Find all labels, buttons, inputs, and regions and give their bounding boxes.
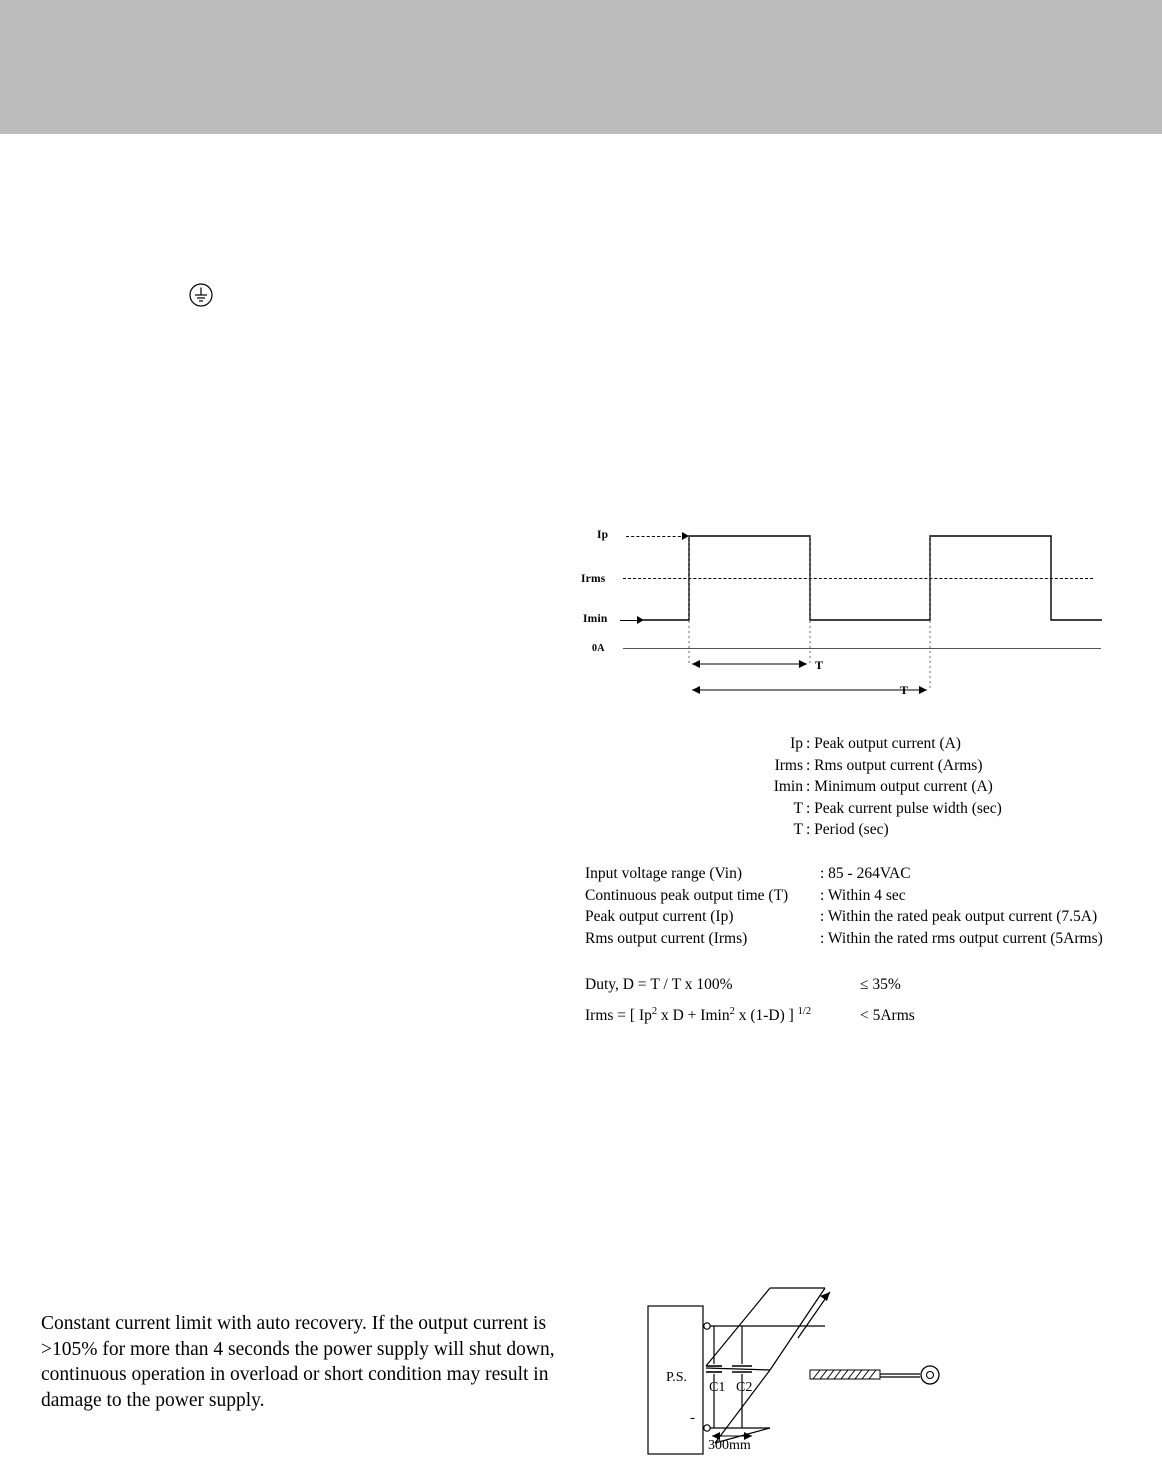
irms-formula-row: [585, 998, 1125, 1029]
legend-item: [575, 798, 1120, 820]
spec-row: [585, 885, 1125, 907]
legend-text: : Rms output current (Arms): [806, 756, 983, 774]
waveform-label-ip: Ip: [597, 529, 609, 541]
waveform-dimension-tau: Τ: [815, 658, 824, 672]
legend-symbol: Imin: [773, 778, 803, 795]
duty-formula-value: ≤ 35%: [860, 976, 901, 993]
protective-earth-symbol: [188, 282, 214, 308]
irms-formula-value: < 5Arms: [860, 1007, 915, 1025]
spec-key: Peak output current (Ip): [585, 908, 734, 925]
wiring-label-length: 300mm: [708, 1438, 751, 1453]
legend-text: : Period (sec): [806, 821, 889, 838]
wiring-label-c2: C2: [736, 1380, 753, 1395]
spec-row: [585, 906, 1125, 928]
spec-row: [585, 928, 1125, 950]
spec-key: Rms output current (Irms): [585, 929, 748, 947]
waveform-dimension-period: T: [900, 683, 909, 697]
wiring-label-c1: C1: [709, 1380, 726, 1395]
spec-key: Continuous peak output time (Τ): [585, 886, 789, 904]
waveform-label-irms: Irms: [581, 573, 606, 585]
legend-symbol: Ip: [790, 735, 803, 752]
legend-item: [575, 776, 1120, 798]
legend-text: : Peak output current (A): [806, 735, 961, 752]
legend-item: [575, 755, 1120, 777]
formula-block: [585, 971, 1125, 1029]
waveform-label-imin: Imin: [583, 613, 608, 625]
overload-protection-note: Constant current limit with auto recovery. If the output current is >105% for more than 4 seconds the power supply will shut down, continuous operation in overload or short condition may result in damage to the power supply.: [41, 1313, 555, 1411]
waveform-label-zero: 0A: [592, 643, 605, 654]
legend-symbol: Irms: [774, 756, 803, 774]
operating-conditions-list: [585, 863, 1125, 949]
legend-item: [575, 733, 1120, 755]
duty-formula-expression: Duty, D = Τ / T x 100%: [585, 976, 733, 993]
wiring-diagram-graphic: [620, 1278, 1020, 1455]
spec-value: : 85 - 264VAC: [820, 865, 911, 882]
spec-value: : Within the rated rms output current (5Arms): [820, 929, 1103, 947]
legend-text: : Minimum output current (A): [806, 778, 993, 795]
top-grey-banner: [0, 0, 1162, 134]
spec-key: Input voltage range (Vin): [585, 865, 743, 882]
legend-text: : Peak current pulse width (sec): [806, 799, 1002, 817]
spec-row: [585, 863, 1125, 885]
legend-item: [575, 819, 1120, 841]
legend-symbol: Τ: [793, 799, 803, 817]
spec-value: : Within the rated peak output current (7.5A): [820, 908, 1098, 925]
pulse-train-trace: [575, 512, 1120, 702]
spec-value: : Within 4 sec: [820, 886, 906, 904]
irms-formula-expression: Irms = [ Ip$^2$ x D + Imin$^2$ x (1-D) ] $^{1/2}$: [585, 1006, 812, 1025]
duty-formula-row: [585, 971, 1125, 998]
output-current-waveform-diagram: [575, 512, 1120, 702]
wiring-label-ps: P.S.: [666, 1370, 688, 1385]
legend-symbol: T: [793, 821, 803, 838]
capacitive-load-wiring-diagram: [620, 1278, 1020, 1455]
waveform-legend: [575, 733, 1120, 841]
wiring-label-minus: -: [690, 1410, 695, 1426]
